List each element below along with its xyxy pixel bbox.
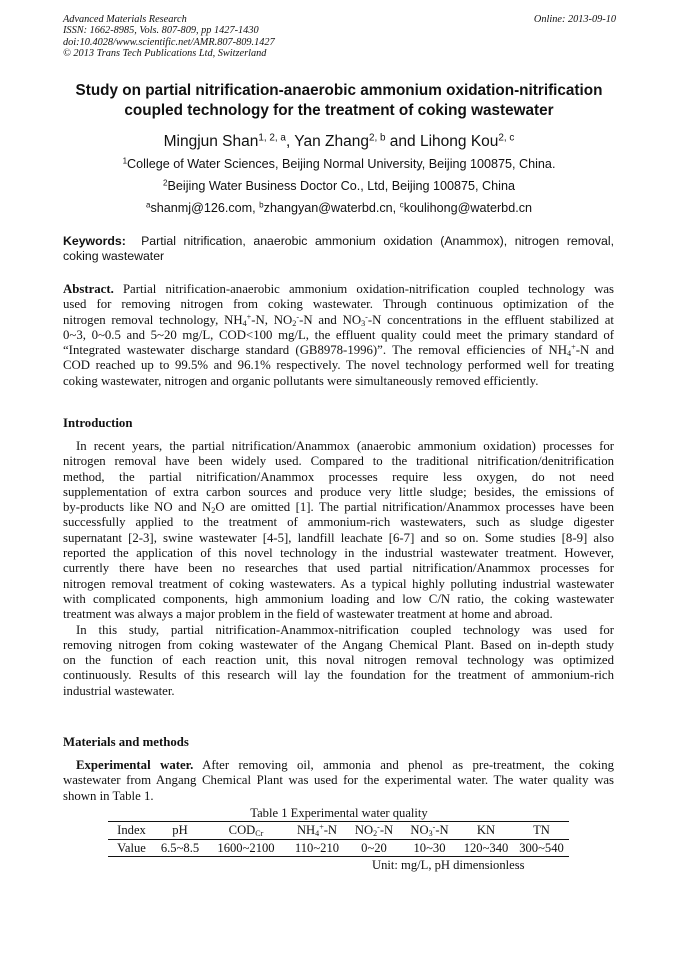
table-unit-note: Unit: mg/L, pH dimensionless bbox=[372, 858, 525, 872]
table-cell: 0~20 bbox=[347, 839, 401, 857]
author-list bbox=[0, 132, 678, 152]
copyright-line: © 2013 Trans Tech Publications Ltd, Switzerland bbox=[63, 48, 267, 60]
abstract-label: Abstract. bbox=[63, 282, 114, 296]
email-link[interactable]: koulihong@waterbd.cn bbox=[403, 201, 532, 215]
author-separator: and bbox=[385, 133, 420, 150]
table-header-cell: $NO_3^--N$ bbox=[401, 822, 458, 840]
table-header-row bbox=[108, 822, 569, 840]
table-cell: 110~210 bbox=[287, 839, 347, 857]
table-caption: Table 1 Experimental water quality bbox=[250, 806, 428, 820]
table-cell: 10~30 bbox=[401, 839, 458, 857]
table-header-cell: $COD_{Cr}$ bbox=[205, 822, 287, 840]
methods-body: Experimental water. After removing oil, ammonia and phenol as pre-treatment, the coking wastewater from Angang Chemical Plant was used for the experimental water. The water quality was shown in Table 1. bbox=[63, 758, 614, 803]
table-header-cell: $NH_4^+-N$ bbox=[287, 822, 347, 840]
table-header-cell: $NO_2^--N$ bbox=[347, 822, 401, 840]
issn-line: ISSN: 1662-8985, Vols. 807-809, pp 1427-1430 bbox=[63, 25, 259, 37]
journal-header bbox=[63, 14, 616, 60]
table-cell: 120~340 bbox=[458, 839, 514, 857]
table-header-cell: Index bbox=[108, 822, 155, 840]
table-cell: Value bbox=[108, 839, 155, 857]
author-name: Yan Zhang bbox=[294, 133, 369, 150]
author-name: Lihong Kou bbox=[419, 133, 499, 150]
abstract: Abstract. Partial nitrification-anaerobic ammonium oxidation-nitrification coupled technology was used for removing nitrogen from coking wastewater. Through continuous optimization of the nitrogen removal technology, $NH_4^+-N$, $NO_2^--N$ and $NO_3^--N$ concentrations in the effluent stabilized at 0~3, 0~0.5 and 5~20 mg/L, COD<100 mg/L, the effluent quality could meet the primary standard of “Integrated wastewater discharge standard (GB8978-1996)”. The removal efficiencies of $NH_4^+-N$ and COD reached up to 99.5% and 96.1% respectively. The novel technology performed well for treating coking wastewater, nitrogen and organic pollutants were simultaneously removed efficiently. bbox=[63, 282, 614, 388]
table-header-cell: pH bbox=[155, 822, 205, 840]
affiliation-1: $^1$College of Water Sciences, Beijing Normal University, Beijing 100875, China. bbox=[122, 156, 556, 171]
journal-name: Advanced Materials Research bbox=[63, 14, 187, 25]
subsection-label: Experimental water. bbox=[76, 758, 194, 772]
table-header-cell: TN bbox=[514, 822, 569, 840]
email-link[interactable]: shanmj@126.com, bbox=[150, 201, 260, 215]
online-date: Online: 2013-09-10 bbox=[533, 14, 616, 25]
table-cell: 1600~2100 bbox=[205, 839, 287, 857]
table-cell: 300~540 bbox=[514, 839, 569, 857]
doi-line: doi:10.4028/www.scientific.net/AMR.807-809.1427 bbox=[63, 36, 275, 48]
title-line-2: coupled technology for the treatment of coking wastewater bbox=[124, 102, 554, 119]
author-emails: $^a$shanmj@126.com, $^b$zhangyan@waterbd.cn, $^c$koulihong@waterbd.cn bbox=[145, 200, 532, 215]
table-cell: 6.5~8.5 bbox=[155, 839, 205, 857]
affiliation-2: $^2$Beijing Water Business Doctor Co., Ltd, Beijing 100875, China bbox=[163, 178, 515, 193]
table-header-cell: KN bbox=[458, 822, 514, 840]
section-heading-introduction: Introduction bbox=[63, 416, 133, 430]
section-heading-methods: Materials and methods bbox=[63, 735, 189, 749]
author-affiliation-mark: 2, c bbox=[498, 132, 515, 144]
introduction-body: In recent years, the partial nitrification/Anammox (anaerobic ammonium oxidation) processes for nitrogen removal have been widely used. Compared to the traditional nitrification/denitrification method, the partial nitrification/Anammox processes require less oxygen, do not need supplementation of extra carbon sources and produce very little sludge; besides, the emissions of by-products like NO and $N_2O$ are omitted [1]. The partial nitrification/Anammox processes have been successfully applied to the treatment of ammonium-rich wastewaters, such as sludge digester supernatant [2-3], swine wastewater [4-5], landfill leachate [6-7] and so on. Some studies [8-9] also reported the application of this novel technology in the industrial wastewater treatment. However, currently there have been no researches that used partial nitrification/Anammox processes for nitrogen removal treatment of coking wastewaters. As a typical highly polluting industrial wastewater with complicated components, high ammonium loading and low C/N ratio, the coking wastewater treatment was always a major problem in the field of wastewater treatment at home and abroad. In this study, partial nitrification-Anammox-nitrification coupled technology was used for removing nitrogen from coking wastewater of the Angang Chemical Plant. Based on in-depth study on the function of each reaction unit, this noval nitrogen removal technology was optimized continuously. Results of this research will lay the foundation for the treatment of ammonium-rich industrial wastewater. bbox=[63, 439, 614, 698]
author-separator: , bbox=[285, 133, 295, 150]
title-line-1: Study on partial nitrification-anaerobic ammonium oxidation-nitrification bbox=[75, 82, 603, 99]
author-name: Mingjun Shan bbox=[163, 133, 259, 150]
paper-title bbox=[50, 81, 628, 121]
author-affiliation-mark: 1, 2, a bbox=[258, 132, 286, 144]
water-quality-table bbox=[108, 821, 569, 857]
author-affiliation-mark: 2, b bbox=[368, 132, 386, 144]
email-link[interactable]: zhangyan@waterbd.cn, bbox=[263, 201, 400, 215]
keywords: Keywords: Partial nitrification, anaerobic ammonium oxidation (Anammox), nitrogen removal, coking wastewater bbox=[63, 234, 614, 263]
keywords-label: Keywords: bbox=[63, 234, 126, 248]
table-row bbox=[108, 839, 569, 857]
